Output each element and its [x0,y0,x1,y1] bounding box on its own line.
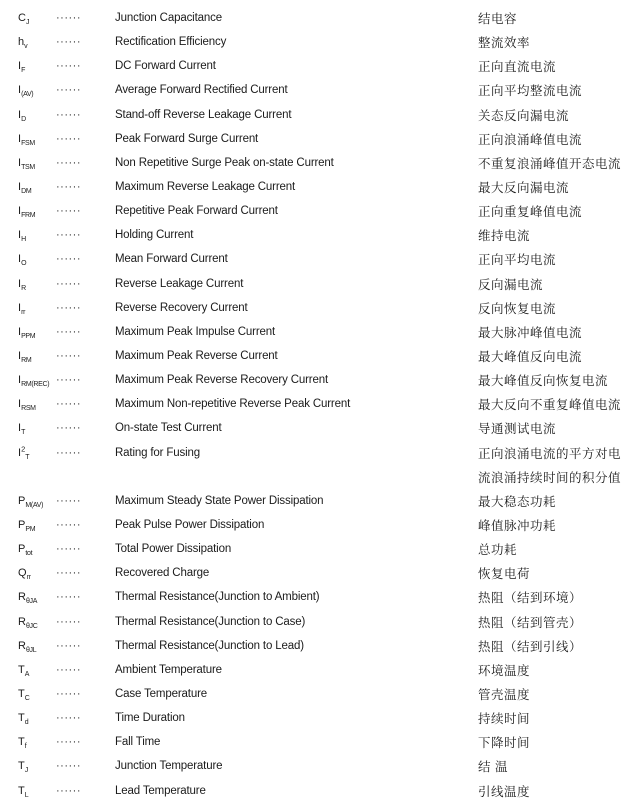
symbol-subscript: (AV) [21,91,34,99]
english-term: Average Forward Rectified Current [115,84,288,97]
chinese-term: 关态反向漏电流 [478,108,570,123]
symbol [18,84,56,99]
symbol-base: I [18,422,22,435]
symbol-base: I [18,277,22,290]
english-term: Maximum Peak Reverse Current [115,350,278,363]
english-term: Reverse Leakage Current [115,277,244,290]
english-term: Maximum Peak Reverse Recovery Current [115,374,329,387]
dots-separator: ······ [56,494,81,507]
symbol-subscript: RM(REC) [21,381,50,389]
dots-separator: ······ [56,277,81,290]
english-term: Ambient Temperature [115,663,222,676]
english-term: Junction Capacitance [115,12,222,25]
symbol-subscript: θJL [25,646,37,654]
symbol [18,181,56,196]
chinese-term: 热阻（结到管壳） [478,615,583,630]
dots-separator: ······ [56,229,81,242]
symbol-subscript: D [21,115,26,123]
english-term: Fall Time [115,736,161,749]
symbol [18,36,56,51]
symbol-subscript: RSM [21,405,36,413]
dots-separator: ······ [56,591,81,604]
english-term: Rectification Efficiency [115,36,227,49]
dots-separator: ······ [56,181,81,194]
table-row [0,416,637,440]
english-term: Peak Pulse Power Dissipation [115,519,265,532]
symbol-base: I [18,325,22,338]
symbol-base: T [18,736,25,749]
symbol-base: I [18,229,22,242]
table-row [0,368,637,392]
english-term: Time Duration [115,712,185,725]
table-row [0,537,637,561]
symbol-subscript: J [25,19,30,27]
symbol-subscript: DM [21,188,32,196]
chinese-term: 正向浪涌峰值电流 [478,132,583,147]
table-row [0,513,637,537]
symbol-subscript: f [24,743,27,751]
symbol-base: T [18,760,25,773]
symbol-subscript: θJC [25,622,38,630]
chinese-term: 最大稳态功耗 [478,494,557,509]
table-row [0,6,637,30]
chinese-term: 峰值脉冲功耗 [478,519,557,534]
dots-separator: ······ [56,422,81,435]
table-row [0,175,637,199]
table-row [0,272,637,296]
symbol [18,519,56,534]
english-term: Total Power Dissipation [115,543,232,556]
symbol-base: I [18,60,22,73]
symbol-subscript: H [21,236,26,244]
table-row [0,754,637,778]
chinese-term: 正向浪涌电流的平方对电 [478,446,622,461]
english-term: Non Repetitive Surge Peak on-state Current [115,156,334,169]
symbol-base: I [18,181,22,194]
symbol-subscript: TSM [21,164,35,172]
symbol [18,443,56,461]
table-row [0,489,637,513]
symbol-subscript: L [24,791,29,799]
symbol [18,302,56,314]
chinese-term: 持续时间 [478,712,531,727]
dots-separator: ······ [56,615,81,628]
table-row [0,634,637,658]
dots-separator: ······ [56,784,81,797]
symbol-subscript: v [24,43,28,51]
dots-separator: ······ [56,84,81,97]
symbol-base: R [18,639,26,652]
symbol [18,325,56,341]
symbol-subscript: FSM [21,139,35,147]
chinese-term: 最大反向漏电流 [478,181,570,196]
table-row [0,296,637,320]
table-row [0,561,637,585]
chinese-term: 正向直流电流 [478,60,557,75]
symbol [18,760,56,775]
chinese-term: 正向平均电流 [478,253,557,268]
chinese-term: 最大脉冲峰值电流 [478,325,583,340]
english-term: Maximum Peak Impulse Current [115,325,276,338]
english-term: Maximum Non-repetitive Reverse Peak Current [115,398,351,411]
chinese-term: 下降时间 [478,736,531,751]
symbol-base: I [18,132,22,145]
symbol-base: I [18,84,22,97]
english-term: Maximum Steady State Power Dissipation [115,494,324,507]
symbol-subscript: T [25,453,30,461]
symbol-subscript: PM [25,526,36,534]
symbol-subscript: J [24,767,28,775]
symbol-base: P [18,519,26,532]
english-term: Lead Temperature [115,784,206,797]
symbol [18,640,56,652]
symbol-subscript: A [24,671,30,679]
symbol-base: I [18,205,22,218]
symbol-subscript: M(AV) [25,502,44,510]
table-row [0,320,637,344]
chinese-term: 最大反向不重复峰值电流 [478,398,622,413]
chinese-term: 最大峰值反向电流 [478,350,583,365]
symbol [18,712,56,727]
symbol-base: R [18,615,26,628]
dots-separator: ······ [56,205,81,218]
table-row [0,344,637,368]
symbol [18,616,56,628]
chinese-term: 整流效率 [478,36,531,51]
symbol-base: I [18,446,22,459]
symbol [18,785,56,797]
table-row [0,682,637,706]
table-row [0,658,637,682]
english-term: Peak Forward Surge Current [115,132,259,145]
dots-separator: ······ [56,108,81,121]
symbol [18,543,56,558]
symbol [18,591,56,606]
table-row [0,199,637,223]
dots-separator: ······ [56,60,81,73]
english-term: Thermal Resistance(Junction to Lead) [115,639,304,652]
chinese-term: 正向重复峰值电流 [478,205,583,220]
symbol-base: Q [18,567,27,580]
dots-separator: ······ [56,253,81,266]
symbol-subscript: F [21,67,26,75]
symbol [18,567,56,582]
symbol-subscript: rr [21,308,26,316]
chinese-term: 最大峰值反向恢复电流 [478,374,609,389]
table-row [0,127,637,151]
dots-separator: ······ [56,325,81,338]
english-term: Recovered Charge [115,567,210,580]
symbol [18,109,56,121]
table-row [0,392,637,416]
dots-separator: ······ [56,350,81,363]
symbol [18,494,56,510]
symbol [18,60,56,75]
english-term: Repetitive Peak Forward Current [115,205,278,218]
dots-separator: ······ [56,374,81,387]
symbol-base: I [18,156,22,169]
symbol-subscript: θJA [25,598,38,606]
dots-separator: ······ [56,446,81,459]
symbol [18,156,56,172]
table-row [0,151,637,175]
english-term: Holding Current [115,229,194,242]
table-row [0,103,637,127]
chinese-term: 维持电流 [478,229,531,244]
table-row [0,730,637,754]
symbol-subscript: FRM [21,212,36,220]
dots-separator: ······ [56,736,81,749]
dots-separator: ······ [56,639,81,652]
table-row [0,610,637,634]
symbol-subscript: O [21,260,27,268]
dots-separator: ······ [56,712,81,725]
english-term: Stand-off Reverse Leakage Current [115,108,292,121]
symbol [18,205,56,220]
chinese-term: 管壳温度 [478,688,531,702]
english-term: Maximum Reverse Leakage Current [115,181,296,194]
dots-separator: ······ [56,543,81,556]
symbol [18,688,56,703]
chinese-term: 恢复电荷 [478,567,531,582]
dots-separator: ······ [56,132,81,145]
symbol-base: I [18,398,22,411]
symbol [18,350,56,365]
table-row [0,441,637,465]
symbol-subscript: PPM [21,333,36,341]
symbol-subscript: rr [26,574,31,582]
symbol [18,12,56,27]
chinese-term: 结电容 [478,12,518,27]
dots-separator: ······ [56,398,81,411]
table-row [0,585,637,609]
table-row [0,223,637,247]
english-term: Thermal Resistance(Junction to Case) [115,615,306,628]
symbol [18,253,56,268]
table-row [0,706,637,730]
chinese-term: 正向平均整流电流 [478,84,583,99]
chinese-term: 热阻（结到环境） [478,591,583,606]
english-term: Junction Temperature [115,760,223,773]
english-term: Reverse Recovery Current [115,301,248,314]
dots-separator: ······ [56,760,81,773]
table-row [0,465,637,489]
chinese-term: 引线温度 [478,784,531,799]
dots-separator: ······ [56,519,81,532]
symbol [18,398,56,413]
symbol-base: I [18,108,22,121]
symbol-base: I [18,374,22,387]
symbol-base: T [18,688,25,700]
symbol [18,422,56,437]
symbol-base: I [18,350,22,363]
symbol [18,278,56,290]
symbol-subscript: R [21,284,26,292]
chinese-term: 导通测试电流 [478,422,557,437]
dots-separator: ······ [56,567,81,580]
symbol-subscript: RM [21,357,32,365]
dots-separator: ······ [56,663,81,676]
dots-separator: ······ [56,688,81,700]
symbol-base: R [18,591,26,604]
table-row [0,779,637,803]
symbol [18,133,56,145]
symbol-subscript: C [24,695,30,703]
dots-separator: ······ [56,36,81,49]
chinese-term: 结 温 [478,760,508,775]
chinese-term: 热阻（结到引线） [478,639,583,654]
symbol-base: I [18,253,22,266]
symbol-base: h [18,36,25,49]
dots-separator: ······ [56,301,81,314]
table-row [0,54,637,78]
symbol-base: T [18,712,25,725]
table-row [0,30,637,54]
symbol-subscript: T [21,429,26,437]
chinese-term: 反向漏电流 [478,277,544,292]
dots-separator: ······ [56,12,81,25]
english-term: On-state Test Current [115,422,222,435]
symbol-subscript: tot [25,550,33,558]
symbol-base: I [18,301,22,314]
symbol-subscript: d [24,719,29,727]
english-term: Thermal Resistance(Junction to Ambient) [115,591,320,604]
english-term: DC Forward Current [115,60,216,73]
chinese-term: 总功耗 [478,543,518,558]
symbol [18,374,56,389]
chinese-term: 流浪涌持续时间的积分值 [478,470,622,485]
english-term: Mean Forward Current [115,253,228,266]
symbol-superscript: 2 [21,443,26,453]
dots-separator: ······ [56,156,81,169]
symbol-base: P [18,543,26,556]
chinese-term: 环境温度 [478,663,531,678]
chinese-term: 反向恢复电流 [478,301,557,316]
english-term: Rating for Fusing [115,446,201,459]
symbol [18,229,56,244]
symbol-base: T [18,784,25,797]
table-row [0,247,637,271]
chinese-term: 不重复浪涌峰值开态电流 [478,156,622,171]
symbol [18,663,56,679]
symbol-base: C [18,12,26,25]
table-row [0,78,637,102]
english-term: Case Temperature [115,688,207,700]
symbol [18,736,56,751]
symbol-base: T [18,663,25,676]
symbol-base: P [18,494,26,507]
